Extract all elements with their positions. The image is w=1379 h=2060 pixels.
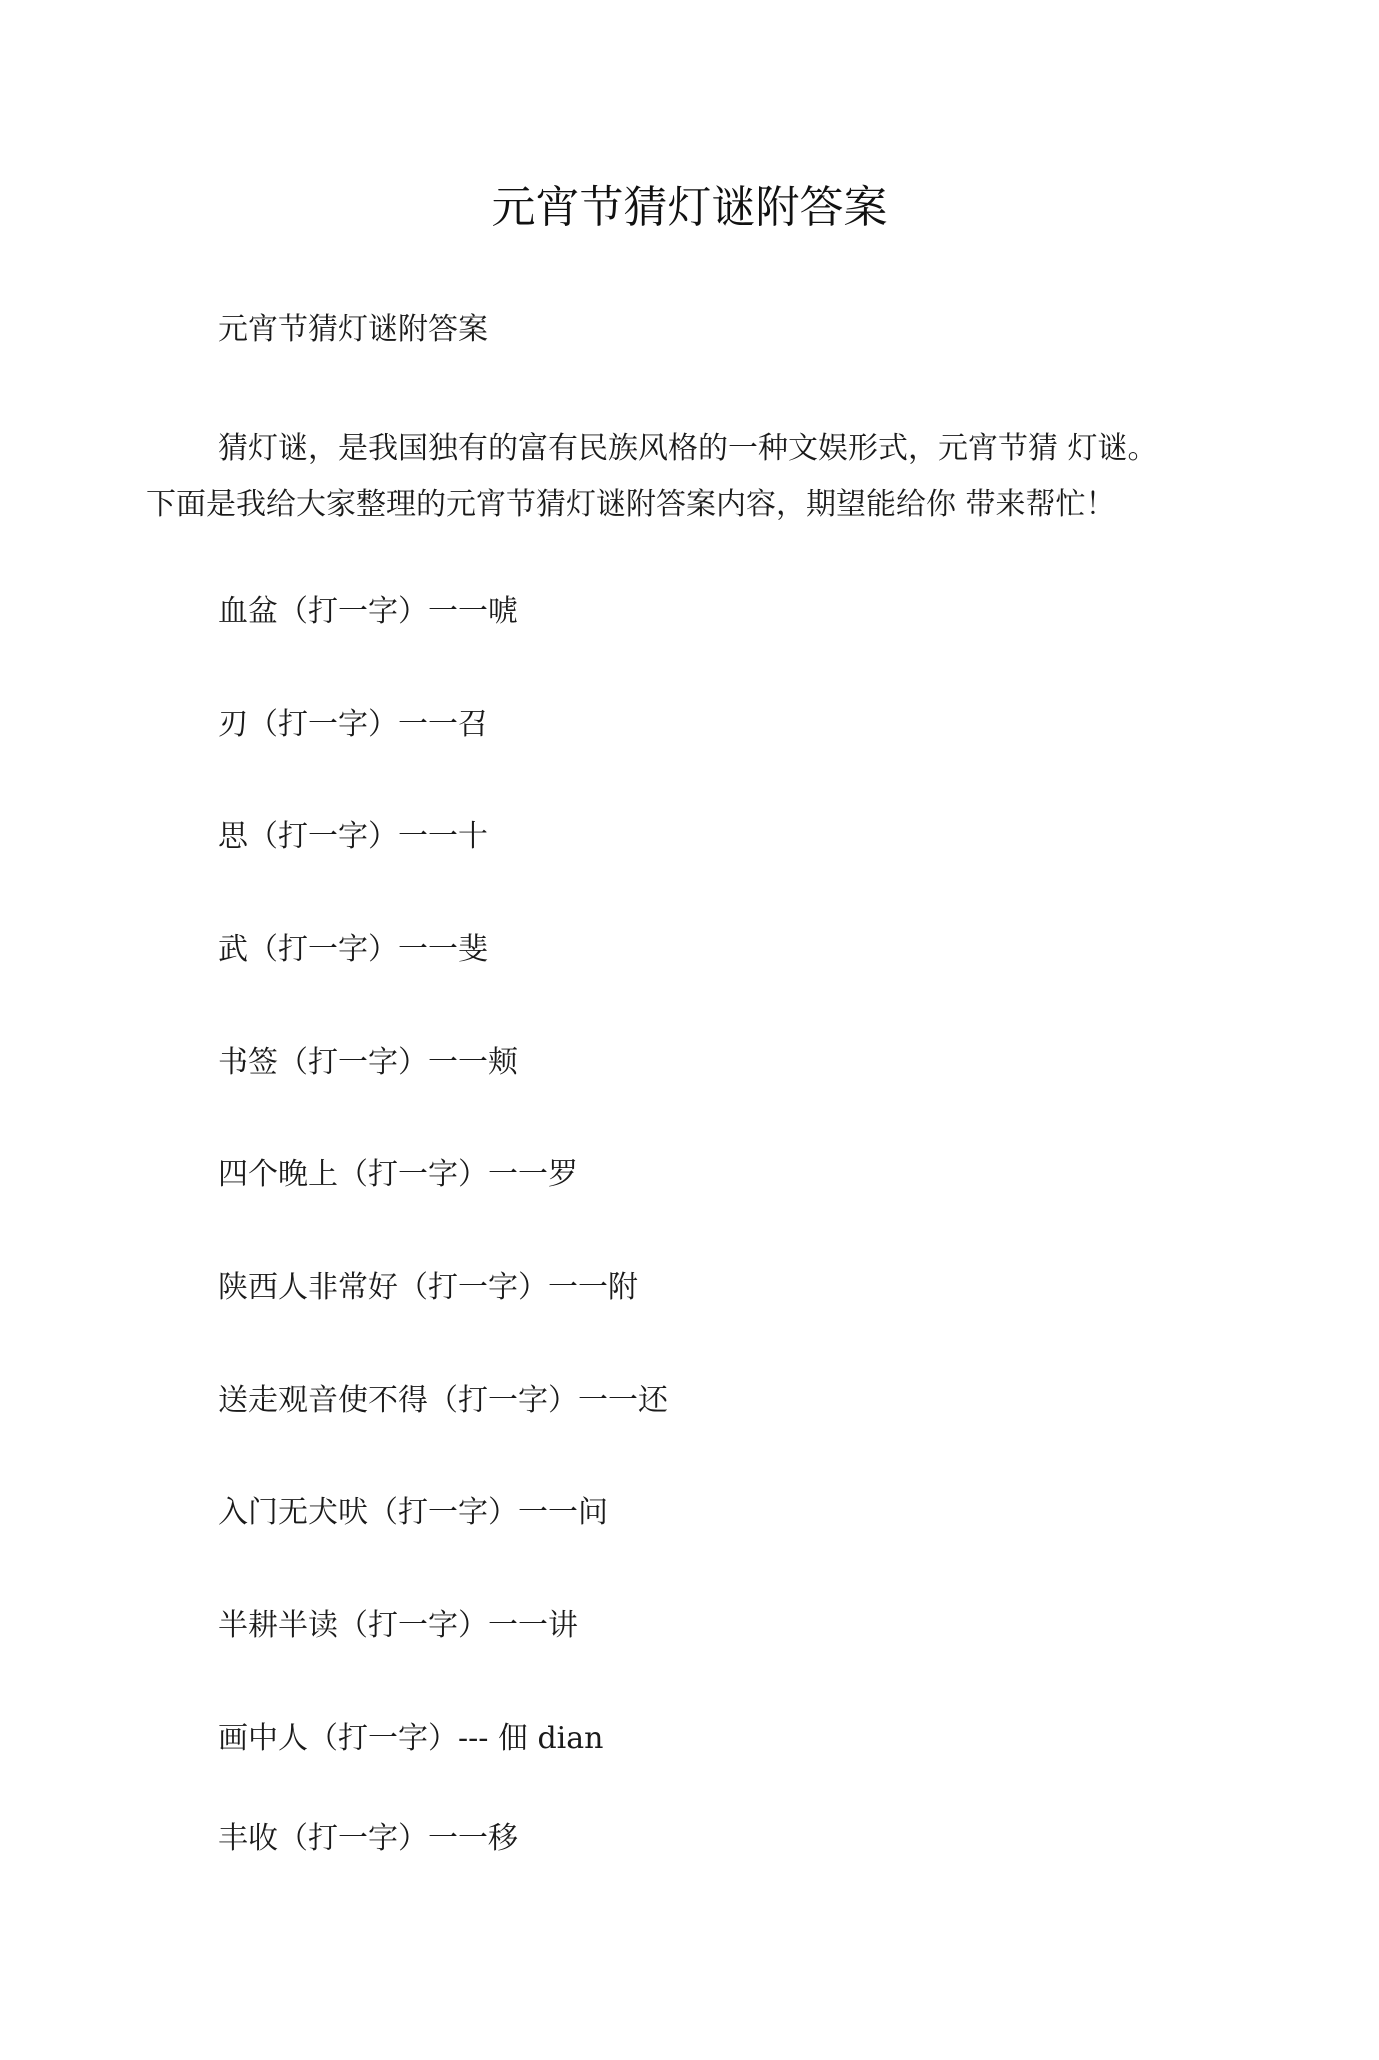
intro-line-2: 下面是我给大家整理的元宵节猜灯谜附答案内容，期望能给你 带来帮忙！: [146, 487, 1116, 522]
document-title: 元宵节猜灯谜附答案: [491, 182, 888, 233]
riddle-item: 送走观音使不得（打一字）一一还: [218, 1383, 668, 1418]
riddle-item: 丰收（打一字）一一移: [218, 1821, 518, 1856]
riddle-item: 陕西人非常好（打一字）一一附: [218, 1270, 638, 1305]
riddle-item: 画中人（打一字）--- 佃 dian: [218, 1721, 604, 1756]
riddle-item: 血盆（打一字）一一唬: [218, 594, 518, 629]
riddle-item: 思（打一字）一一十: [218, 819, 488, 854]
riddle-item: 入门无犬吠（打一字）一一问: [218, 1495, 608, 1530]
riddle-item: 武（打一字）一一斐: [218, 932, 488, 967]
riddle-item: 四个晚上（打一字）一一罗: [218, 1157, 578, 1192]
intro-line-1: 猜灯谜，是我国独有的富有民族风格的一种文娱形式，元宵节猜 灯谜。: [218, 431, 1158, 466]
document-subtitle: 元宵节猜灯谜附答案: [218, 312, 488, 347]
intro-paragraph: [146, 421, 1246, 533]
riddle-item: 刃（打一字）一一召: [218, 707, 488, 742]
riddle-item: 书签（打一字）一一颊: [218, 1045, 518, 1080]
riddle-item: 半耕半读（打一字）一一讲: [218, 1608, 578, 1643]
